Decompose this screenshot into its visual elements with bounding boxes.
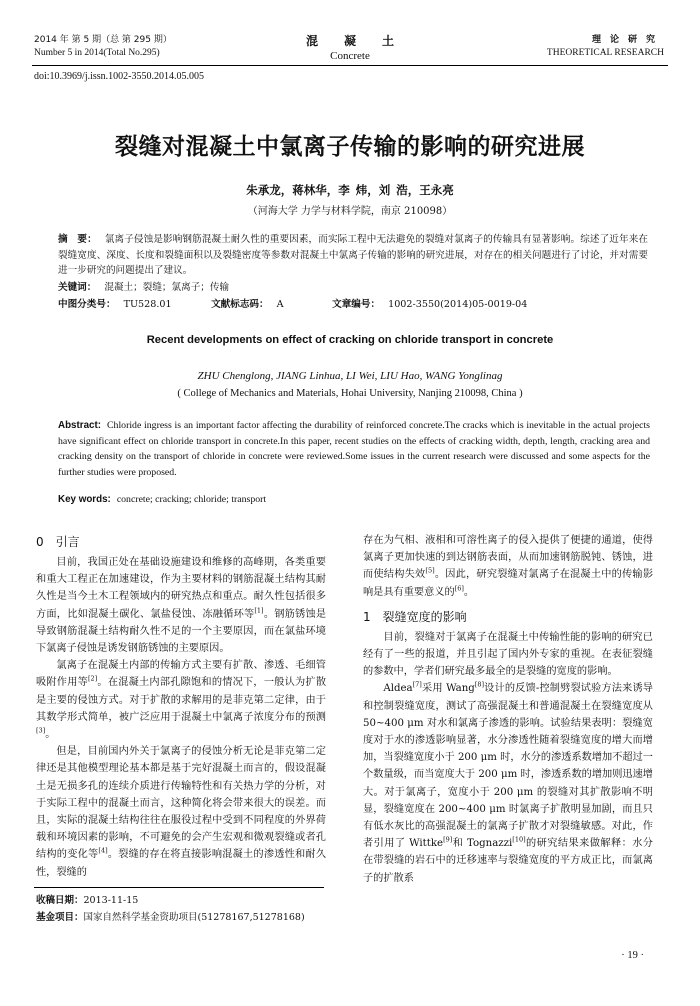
section-heading-intro [36,532,326,552]
art-value: 1002-3550(2014)05-0019-04 [388,299,528,310]
doc-label: 文献标志码： [211,299,269,310]
classification-line [58,296,648,310]
text-run: 设计的反馈-控制劈裂试验方法来诱导和控制裂缝宽度，测试了高强混凝土和普通混凝土在裂缝宽度从 50~400 μm 对水和氯离子渗透的影响。试验结果表明：裂缝宽度对于水的渗透影响显著，水分渗透性随着裂缝宽度的增大而增加，当裂缝宽度小于 200 μm 时，水分的渗透系数增加不超过一个数量级，而当宽度大于 200 μm 时，渗透系数的增加则迅速增大。对于氯离子，宽度小于 200 μm 的裂缝对其扩散影响不明显，裂缝宽度在 200~400 μm 时氯离子扩散明显加剧，而且只有低水灰比的高强混凝土的氯离子扩散才对裂缝敏感。对此，作者引用了 Wittke [363,683,653,850]
section-number: 0 [36,535,44,549]
citation[interactable]: [6] [454,584,464,593]
text-run: 。因此，研究裂缝对氯离子在混凝土中的传输影响是具有重要意义的 [363,569,654,598]
document-code [211,296,329,310]
clc-label: 中图分类号： [58,299,116,310]
clc-number [58,296,208,310]
citation[interactable]: [2] [88,675,98,684]
text-run: 但是，目前国内外关于氯离子的侵蚀分析无论是菲克第二定律还是其他模型理论基本都是基于完好混凝土而言的，假设混凝土是无损多孔的连续介质进行传输特性和有关热力学的分析，对于实际工程中的混凝土而言，这种简化将会带来很大的误差。而且，实际的混凝土结构往往在服役过程中受到不同程度的外界荷载和环境因素的影响，不可避免的会产生宏观和微观裂缝或者孔结构的变化等 [36,746,326,861]
paragraph [363,629,653,681]
text-run: 。在混凝土内部孔隙饱和的情况下，一般认为扩散是主要的侵蚀方式。对于扩散的求解用的是菲克第二定律，由于其数学形式简单，被广泛应用于混凝土中氯离子浓度分布的预测 [36,677,327,723]
art-label: 文章编号： [332,299,381,310]
section-title: 裂缝宽度的影响 [382,609,467,624]
citation[interactable]: [5] [425,567,435,576]
text-run: 。 [463,586,475,598]
citation[interactable]: [7] [412,681,422,690]
keywords-cn-text: 混凝土；裂缝；氯离子；传输 [104,282,230,293]
running-header [32,34,668,66]
paragraph [36,554,326,657]
clc-value: TU528.01 [123,299,172,310]
body-column-left [36,532,326,881]
header-column-en: THEORETICAL RESEARCH [546,48,664,58]
section-heading-crack-width [363,607,653,627]
text-run: 和 Tognazzi [452,838,513,850]
received-value: 2013-11-15 [83,895,139,906]
text-run: 的研究结果来做解释：水分在带裂缝的岩石中的迁移速率与裂缝宽度的平方成正比，而氯离子的扩散系 [363,838,653,884]
authors-en: ZHU Chenglong, JIANG Linhua, LI Wei, LIU Hao, WANG Yonglinag [197,370,503,382]
abstract-cn-label: 摘 要： [58,234,97,245]
paragraph [363,532,653,601]
footnote-fund [36,909,305,923]
section-title: 引言 [55,535,80,549]
citation[interactable]: [10] [512,835,526,844]
citation[interactable]: [4] [98,847,108,856]
abstract-cn [58,232,648,279]
abstract-en-text: Chloride ingress is an important factor affecting the durability of reinforced concrete.The cracks which is inevitable in the actual projects have significant effect on chloride transport in concrete.In this paper, recent studies on the effects of cracking width, depth, length, cracking area and cracking density on the transport of chloride in concrete were reviewed.Some issues in the current research were discussed and some aspects for the further studies were proposed. [58,420,650,478]
affiliation-en: ( College of Mechanics and Materials, Hohai University, Nanjing 210098, China ) [177,388,523,399]
header-issue-en: Number 5 in 2014(Total No.295) [34,48,160,58]
header-journal-cn: 混凝土 [305,34,420,48]
keywords-en-text: concrete; cracking; chloride; transport [116,494,267,505]
section-number: 1 [363,609,371,624]
text-run: 。裂缝的存在将直接影响混凝土的渗透性和耐久性，裂缝的 [36,849,327,878]
article-number [332,296,527,310]
footnote-received [36,892,138,906]
keywords-cn [58,279,229,293]
citation[interactable]: [8] [474,681,485,690]
paragraph [36,743,326,881]
abstract-en [58,418,650,480]
text-run: 目前，裂缝对于氯离子在混凝土中传输性能的影响的研究已经有了一些的报道，并且引起了国内外专家的重视。在表征裂缝的参数中，学者们研究最多最全的是裂缝的宽度的影响。 [363,631,653,678]
affiliation-cn: （河海大学 力学与材料学院，南京 210098） [247,206,453,217]
citation[interactable]: [1] [254,606,264,615]
received-label: 收稿日期： [36,895,84,906]
citation[interactable]: [9] [443,835,453,844]
header-issue-cn: 2014 年 第 5 期（总 第 295 期） [34,35,172,45]
doc-value: A [276,299,284,310]
fund-value: 国家自然科学基金资助项目(51278167,51278168) [83,912,305,923]
text-run: 氯离子在混凝土内部的传输方式主要有扩散、渗透、毛细管吸附作用等 [36,660,326,689]
header-column-cn: 理论研究 [591,35,664,45]
keywords-cn-label: 关键词： [58,282,97,293]
body-column-right [363,532,653,887]
text-run: Aldea [383,683,413,695]
abstract-cn-text: 氯离子侵蚀是影响钢筋混凝土耐久性的重要因素，而实际工程中无法避免的裂缝对氯离子的传输具有显著影响。综述了近年来在裂缝宽度、深度、长度和裂缝面积以及裂缝密度等参数对混凝土中氯离子传输的影响的研究进展，对存在的相关问题进行了讨论，并对需要进一步研究的问题提出了建议。 [58,234,649,276]
paragraph [36,657,326,743]
title-en: Recent developments on effect of cracking on chloride transport in concrete [146,334,554,346]
keywords-en [58,494,266,505]
fund-label: 基金项目： [36,912,84,923]
authors-cn: 朱承龙，蒋林华，李 炜，刘 浩，王永亮 [246,183,454,197]
paragraph [363,680,653,886]
text-run: 存在为气相、液相和可溶性离子的侵入提供了便捷的通道，使得氯离子更加快速的到达钢筋表面，从而加速钢筋脱钝、锈蚀，进而使结构失效 [363,535,653,581]
page-title: 裂缝对混凝土中氯离子传输的影响的研究进展 [115,134,585,160]
text-run: 目前，我国正处在基础设施建设和维修的高峰期，各类重要和重大工程正在加速建设，作为主要材料的钢筋混凝土结构其耐久性是当今土木工程领域内的研究热点和重点。耐久性包括很多方面，比如混凝土碳化、氯盐侵蚀、冻融循环等 [36,557,326,620]
abstract-en-label: Abstract: [58,420,102,431]
doi[interactable]: doi:10.3969/j.issn.1002-3550.2014.05.005 [34,71,205,82]
text-run: 。 [45,729,56,741]
header-column [547,34,664,60]
footnote-divider [34,887,324,888]
citation[interactable]: [3] [36,726,46,735]
keywords-en-label: Key words: [58,494,111,505]
header-journal-en: Concrete [330,50,370,62]
page-number: · 19 · [621,950,644,961]
text-run: 采用 Wang [421,683,475,695]
text-run: 。钢筋锈蚀是导致钢筋混凝土结构耐久性不足的一个主要原因，而在氯盐环境下氯离子侵蚀是诱发钢筋锈蚀的主要原因。 [36,608,327,655]
